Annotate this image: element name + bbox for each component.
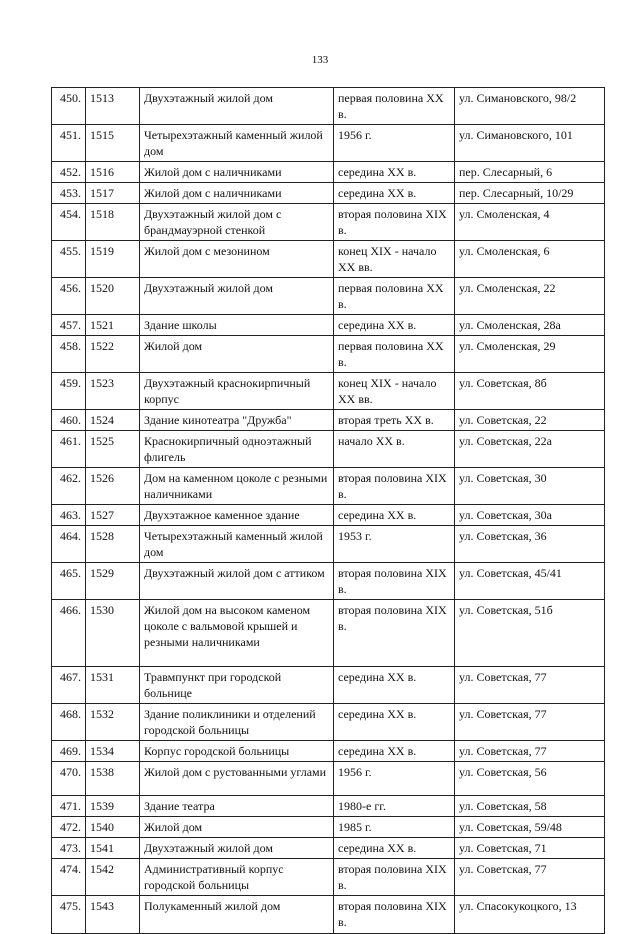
row-number-cell: 458. <box>52 336 86 373</box>
table-row <box>52 88 605 125</box>
registry-id-cell: 1521 <box>86 315 140 336</box>
object-address-cell: пер. Слесарный, 10/29 <box>455 183 605 204</box>
row-number-cell: 468. <box>52 704 86 741</box>
object-name-cell: Двухэтажный краснокирпичный корпус <box>140 373 334 410</box>
object-date-cell: вторая половина XIX в. <box>334 859 455 896</box>
row-number-cell: 475. <box>52 896 86 934</box>
object-name-cell: Здание театра <box>140 796 334 817</box>
object-name-cell: Дом на каменном цоколе с резными наличниками <box>140 468 334 505</box>
table-row <box>52 162 605 183</box>
object-name-cell: Двухэтажное каменное здание <box>140 505 334 526</box>
table-row <box>52 796 605 817</box>
page-number: 133 <box>311 54 329 66</box>
object-name-cell: Административный корпус городской больницы <box>140 859 334 896</box>
row-number-cell: 474. <box>52 859 86 896</box>
registry-id-cell: 1513 <box>86 88 140 125</box>
object-name-cell: Жилой дом <box>140 336 334 373</box>
object-name-cell: Жилой дом на высоком каменом цоколе с вальмовой крышей и резными наличниками <box>140 600 334 667</box>
row-number-cell: 464. <box>52 526 86 563</box>
object-address-cell: ул. Спасокукоцкого, 13 <box>455 896 605 934</box>
row-number-cell: 453. <box>52 183 86 204</box>
registry-id-cell: 1518 <box>86 204 140 241</box>
object-address-cell: ул. Смоленская, 28а <box>455 315 605 336</box>
object-address-cell: ул. Советская, 58 <box>455 796 605 817</box>
table-row <box>52 838 605 859</box>
heritage-register-table <box>51 87 605 934</box>
table-row <box>52 373 605 410</box>
object-date-cell: середина XX в. <box>334 667 455 704</box>
object-name-cell: Двухэтажный жилой дом с аттиком <box>140 563 334 600</box>
registry-id-cell: 1539 <box>86 796 140 817</box>
object-date-cell: 1985 г. <box>334 817 455 838</box>
table-row <box>52 600 605 667</box>
registry-id-cell: 1538 <box>86 762 140 796</box>
object-address-cell: ул. Советская, 51б <box>455 600 605 667</box>
registry-id-cell: 1515 <box>86 125 140 162</box>
table-row <box>52 183 605 204</box>
object-address-cell: ул. Советская, 77 <box>455 667 605 704</box>
object-address-cell: ул. Симановского, 101 <box>455 125 605 162</box>
table-row <box>52 125 605 162</box>
object-date-cell: вторая половина XIX в. <box>334 468 455 505</box>
object-address-cell: ул. Советская, 36 <box>455 526 605 563</box>
table-row <box>52 741 605 762</box>
registry-id-cell: 1523 <box>86 373 140 410</box>
table-row <box>52 896 605 934</box>
object-date-cell: начало XX в. <box>334 431 455 468</box>
row-number-cell: 460. <box>52 410 86 431</box>
object-address-cell: ул. Советская, 45/41 <box>455 563 605 600</box>
object-name-cell: Жилой дом с наличниками <box>140 183 334 204</box>
object-name-cell: Корпус городской больницы <box>140 741 334 762</box>
registry-id-cell: 1543 <box>86 896 140 934</box>
registry-id-cell: 1520 <box>86 278 140 315</box>
table-row <box>52 859 605 896</box>
object-date-cell: середина XX в. <box>334 505 455 526</box>
object-address-cell: ул. Смоленская, 6 <box>455 241 605 278</box>
registry-id-cell: 1526 <box>86 468 140 505</box>
object-address-cell: ул. Советская, 30а <box>455 505 605 526</box>
object-date-cell: 1980-е гг. <box>334 796 455 817</box>
row-number-cell: 450. <box>52 88 86 125</box>
object-name-cell: Четырехэтажный каменный жилой дом <box>140 526 334 563</box>
row-number-cell: 452. <box>52 162 86 183</box>
registry-id-cell: 1524 <box>86 410 140 431</box>
row-number-cell: 459. <box>52 373 86 410</box>
object-date-cell: середина XX в. <box>334 315 455 336</box>
object-address-cell: ул. Советская, 77 <box>455 741 605 762</box>
object-name-cell: Жилой дом с мезонином <box>140 241 334 278</box>
object-date-cell: середина XX в. <box>334 183 455 204</box>
register-body <box>52 88 605 934</box>
object-date-cell: вторая половина XIX в. <box>334 896 455 934</box>
object-date-cell: конец XIX - начало XX вв. <box>334 241 455 278</box>
row-number-cell: 472. <box>52 817 86 838</box>
object-name-cell: Краснокирпичный одноэтажный флигель <box>140 431 334 468</box>
registry-id-cell: 1527 <box>86 505 140 526</box>
table-row <box>52 526 605 563</box>
object-name-cell: Здание школы <box>140 315 334 336</box>
object-address-cell: ул. Советская, 8б <box>455 373 605 410</box>
object-address-cell: пер. Слесарный, 6 <box>455 162 605 183</box>
table-row <box>52 505 605 526</box>
object-name-cell: Здание кинотеатра "Дружба" <box>140 410 334 431</box>
table-row <box>52 241 605 278</box>
object-date-cell: 1956 г. <box>334 762 455 796</box>
object-date-cell: 1956 г. <box>334 125 455 162</box>
registry-id-cell: 1517 <box>86 183 140 204</box>
table-row <box>52 468 605 505</box>
registry-id-cell: 1516 <box>86 162 140 183</box>
row-number-cell: 465. <box>52 563 86 600</box>
registry-id-cell: 1530 <box>86 600 140 667</box>
object-date-cell: середина XX в. <box>334 838 455 859</box>
object-address-cell: ул. Симановского, 98/2 <box>455 88 605 125</box>
row-number-cell: 462. <box>52 468 86 505</box>
object-date-cell: конец XIX - начало XX вв. <box>334 373 455 410</box>
registry-id-cell: 1531 <box>86 667 140 704</box>
object-date-cell: вторая половина XIX в. <box>334 600 455 667</box>
object-address-cell: ул. Смоленская, 29 <box>455 336 605 373</box>
object-address-cell: ул. Советская, 71 <box>455 838 605 859</box>
registry-id-cell: 1534 <box>86 741 140 762</box>
object-date-cell: первая половина XX в. <box>334 88 455 125</box>
row-number-cell: 463. <box>52 505 86 526</box>
table-row <box>52 667 605 704</box>
object-address-cell: ул. Советская, 77 <box>455 704 605 741</box>
object-address-cell: ул. Смоленская, 4 <box>455 204 605 241</box>
row-number-cell: 466. <box>52 600 86 667</box>
object-name-cell: Жилой дом <box>140 817 334 838</box>
object-date-cell: первая половина XX в. <box>334 336 455 373</box>
row-number-cell: 471. <box>52 796 86 817</box>
object-name-cell: Жилой дом с рустованными углами <box>140 762 334 796</box>
object-date-cell: 1953 г. <box>334 526 455 563</box>
object-date-cell: вторая треть XX в. <box>334 410 455 431</box>
table-row <box>52 704 605 741</box>
registry-id-cell: 1540 <box>86 817 140 838</box>
object-address-cell: ул. Советская, 56 <box>455 762 605 796</box>
registry-id-cell: 1522 <box>86 336 140 373</box>
object-address-cell: ул. Советская, 59/48 <box>455 817 605 838</box>
object-date-cell: середина XX в. <box>334 162 455 183</box>
row-number-cell: 456. <box>52 278 86 315</box>
table-row <box>52 336 605 373</box>
table-row <box>52 278 605 315</box>
object-address-cell: ул. Советская, 77 <box>455 859 605 896</box>
object-name-cell: Двухэтажный жилой дом <box>140 838 334 859</box>
object-name-cell: Двухэтажный жилой дом с брандмауэрной стенкой <box>140 204 334 241</box>
object-name-cell: Здание поликлиники и отделений городской больницы <box>140 704 334 741</box>
row-number-cell: 467. <box>52 667 86 704</box>
row-number-cell: 457. <box>52 315 86 336</box>
object-name-cell: Полукаменный жилой дом <box>140 896 334 934</box>
table-row <box>52 431 605 468</box>
registry-id-cell: 1529 <box>86 563 140 600</box>
table-row <box>52 817 605 838</box>
registry-id-cell: 1528 <box>86 526 140 563</box>
object-date-cell: середина XX в. <box>334 741 455 762</box>
object-name-cell: Жилой дом с наличниками <box>140 162 334 183</box>
object-name-cell: Двухэтажный жилой дом <box>140 88 334 125</box>
object-name-cell: Четырехэтажный каменный жилой дом <box>140 125 334 162</box>
row-number-cell: 451. <box>52 125 86 162</box>
object-date-cell: вторая половина XIX в. <box>334 563 455 600</box>
registry-id-cell: 1519 <box>86 241 140 278</box>
row-number-cell: 470. <box>52 762 86 796</box>
table-row <box>52 315 605 336</box>
object-name-cell: Травмпункт при городской больнице <box>140 667 334 704</box>
table-row <box>52 410 605 431</box>
object-date-cell: середина XX в. <box>334 704 455 741</box>
registry-id-cell: 1532 <box>86 704 140 741</box>
row-number-cell: 455. <box>52 241 86 278</box>
row-number-cell: 461. <box>52 431 86 468</box>
object-address-cell: ул. Смоленская, 22 <box>455 278 605 315</box>
object-address-cell: ул. Советская, 30 <box>455 468 605 505</box>
row-number-cell: 454. <box>52 204 86 241</box>
object-name-cell: Двухэтажный жилой дом <box>140 278 334 315</box>
object-date-cell: вторая половина XIX в. <box>334 204 455 241</box>
table-row <box>52 762 605 796</box>
registry-id-cell: 1541 <box>86 838 140 859</box>
table-row <box>52 204 605 241</box>
row-number-cell: 469. <box>52 741 86 762</box>
row-number-cell: 473. <box>52 838 86 859</box>
table-row <box>52 563 605 600</box>
object-address-cell: ул. Советская, 22 <box>455 410 605 431</box>
object-address-cell: ул. Советская, 22а <box>455 431 605 468</box>
registry-id-cell: 1525 <box>86 431 140 468</box>
object-date-cell: первая половина XX в. <box>334 278 455 315</box>
registry-id-cell: 1542 <box>86 859 140 896</box>
